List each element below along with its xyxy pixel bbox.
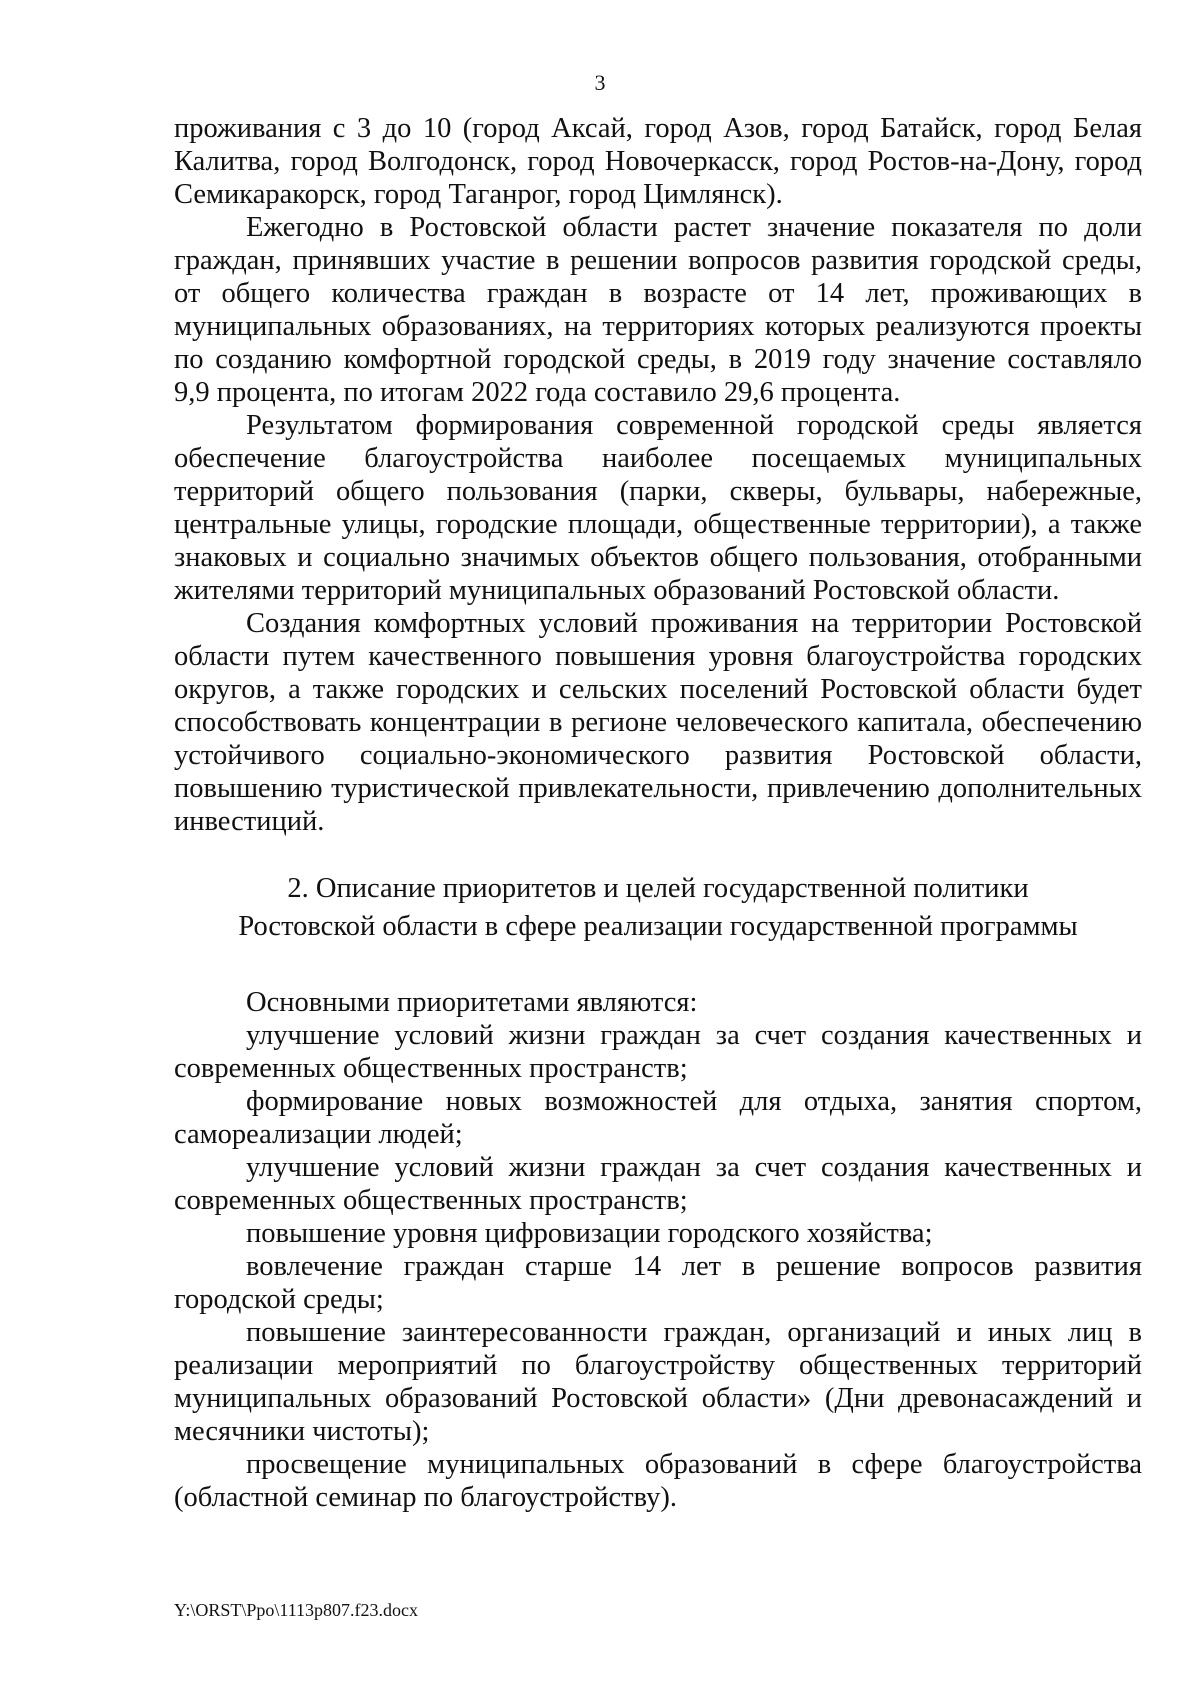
section-heading: [174, 870, 1142, 946]
priority-item: формирование новых возможностей для отдыха, занятия спортом, самореализации людей;: [174, 1086, 1142, 1150]
page-number: 3: [594, 70, 606, 95]
priority-item: просвещение муниципальных образований в сфере благоустройства (областной семинар по благоустройству).: [174, 1449, 1142, 1513]
priority-item: повышение уровня цифровизации городского хозяйства;: [246, 1218, 933, 1249]
priority-item: улучшение условий жизни граждан за счет создания качественных и современных общественных пространств;: [174, 1152, 1142, 1216]
priority-item: улучшение условий жизни граждан за счет создания качественных и современных общественных пространств;: [174, 1020, 1142, 1084]
priority-item: вовлечение граждан старше 14 лет в решение вопросов развития городской среды;: [174, 1251, 1142, 1315]
section-heading-line1: 2. Описание приоритетов и целей государственной политики: [287, 873, 1029, 904]
paragraph-result: Результатом формирования современной городской среды является обеспечение благоустройства наиболее посещаемых муниципальных территорий общего пользования (парки, скверы, бульвары, набережные, центральные улицы, городские площади, общественные территории), а также знаковых и социально значимых объектов общего пользования, отобранными жителями территорий муниципальных образований Ростовской области.: [174, 410, 1142, 606]
paragraph-continuation: проживания с 3 до 10 (город Аксай, город Азов, город Батайск, город Белая Калитва, город Волгодонск, город Новочеркасск, город Ростов-на-Дону, город Семикаракорск, город Таганрог, город Цимлянск).: [174, 113, 1142, 210]
document-body: [174, 112, 1142, 1514]
priority-item: повышение заинтересованности граждан, организаций и иных лиц в реализации мероприятий по благоустройству общественных территорий муниципальных образований Ростовской области» (Дни древонасаждений и месячники чистоты);: [174, 1317, 1142, 1447]
paragraph-indicator-growth: Ежегодно в Ростовской области растет значение показателя по доли граждан, принявших участие в решении вопросов развития городской среды, от общего количества граждан в возрасте от 14 лет, проживающих в муниципальных образованиях, на территориях которых реализуются проекты по созданию комфортной городской среды, в 2019 году значение составляло 9,9 процента, по итогам 2022 года составило 29,6 процента.: [174, 212, 1142, 408]
paragraph-comfort-conditions: Создания комфортных условий проживания на территории Ростовской области путем качественного повышения уровня благоустройства городских округов, а также городских и сельских поселений Ростовской области будет способствовать концентрации в регионе человеческого капитала, обеспечению устойчивого социально-экономического развития Ростовской области, повышению туристической привлекательности, привлечению дополнительных инвестиций.: [174, 608, 1142, 837]
footer-file-path: Y:\ORST\Ppo\1113p807.f23.docx: [174, 1600, 419, 1620]
priorities-title: Основными приоритетами являются:: [246, 987, 698, 1018]
section-heading-line2: Ростовской области в сфере реализации государственной программы: [238, 911, 1078, 942]
